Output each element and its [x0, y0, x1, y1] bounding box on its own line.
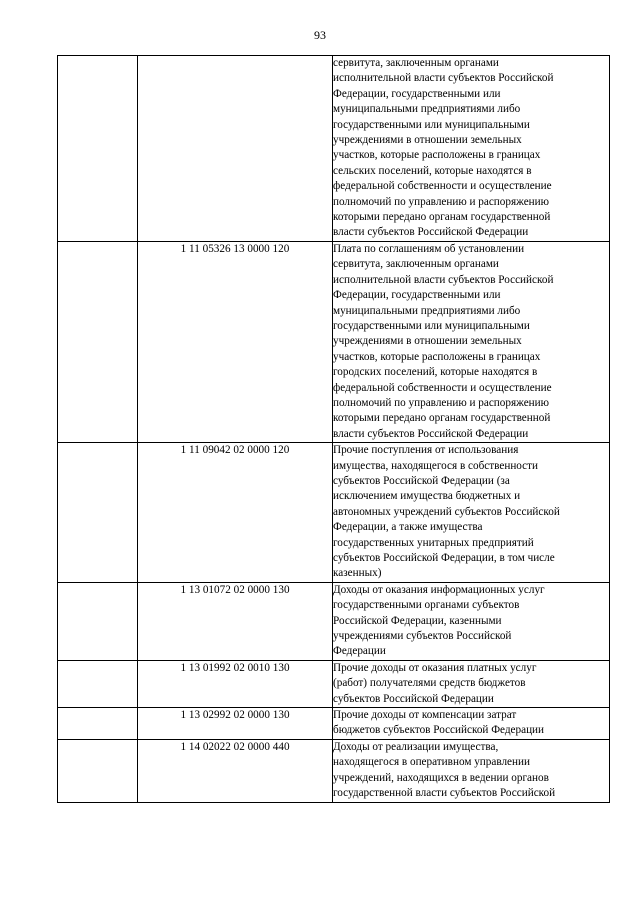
- table-row: [58, 582, 610, 660]
- revenue-description-cell: [333, 660, 610, 707]
- description-line: субъектов Российской Федерации: [333, 692, 494, 705]
- description-line: государственными органами субъектов: [333, 599, 520, 612]
- table-body: [58, 56, 610, 803]
- budget-code-cell: 1 13 01992 02 0010 130: [138, 660, 333, 707]
- revenue-description-cell: [333, 443, 610, 583]
- budget-code-cell: 1 11 05326 13 0000 120: [138, 241, 333, 442]
- description-line: участков, которые расположены в границах: [333, 149, 541, 162]
- revenue-description-cell: [333, 739, 610, 802]
- description-line: субъектов Российской Федерации (за: [333, 474, 510, 487]
- description-line: Российской Федерации, казенными: [333, 614, 502, 627]
- description-line: участков, которые расположены в границах: [333, 350, 541, 363]
- description-line: бюджетов субъектов Российской Федерации: [333, 724, 545, 737]
- admin-code-cell: [58, 660, 138, 707]
- admin-code-cell: [58, 708, 138, 740]
- description-line: городских поселений, которые находятся в: [333, 366, 538, 379]
- budget-code-cell: 1 13 01072 02 0000 130: [138, 582, 333, 660]
- description-line: субъектов Российской Федерации, в том числе: [333, 552, 555, 564]
- description-line: государственными или муниципальными: [333, 118, 530, 131]
- description-line: исполнительной власти субъектов Российской: [333, 273, 554, 286]
- page-number: 93: [314, 28, 326, 42]
- description-line: сервитута, заключенным органами: [333, 57, 499, 69]
- description-line: Прочие доходы от компенсации затрат: [333, 709, 517, 722]
- description-line: учреждениями в отношении земельных: [333, 335, 522, 348]
- description-line: (работ) получателями средств бюджетов: [333, 677, 526, 690]
- description-line: сервитута, заключенным органами: [333, 258, 499, 271]
- description-line: Федерации, государственными или: [333, 289, 501, 302]
- description-line: казенных): [333, 567, 382, 580]
- description-line: Доходы от оказания информационных услуг: [333, 583, 545, 596]
- description-line: автономных учреждений субъектов Российской: [333, 505, 560, 518]
- description-line: исключением имущества бюджетных и: [333, 490, 521, 503]
- budget-code-cell: 1 14 02022 02 0000 440: [138, 739, 333, 802]
- description-line: сельских поселений, которые находятся в: [333, 164, 532, 177]
- admin-code-cell: [58, 739, 138, 802]
- description-line: Федерации, государственными или: [333, 87, 501, 100]
- table-row: [58, 443, 610, 583]
- description-line: Федерации: [333, 645, 386, 658]
- description-line: Плата по соглашениям об установлении: [333, 242, 525, 255]
- description-line: которыми передано органам государственной: [333, 211, 551, 224]
- description-line: Федерации, а также имущества: [333, 521, 483, 534]
- budget-code-cell: [138, 56, 333, 242]
- admin-code-cell: [58, 443, 138, 583]
- description-line: муниципальными предприятиями либо: [333, 304, 521, 317]
- description-line: государственной власти субъектов Российской: [333, 787, 556, 800]
- description-line: Доходы от реализации имущества,: [333, 740, 499, 753]
- description-line: федеральной собственности и осуществление: [333, 381, 552, 394]
- table-row: [58, 739, 610, 802]
- description-line: Прочие доходы от оказания платных услуг: [333, 661, 537, 674]
- admin-code-cell: [58, 241, 138, 442]
- description-line: учреждениями в отношении земельных: [333, 134, 522, 147]
- table-row: [58, 660, 610, 707]
- budget-codes-table: [57, 55, 610, 803]
- description-line: учреждениями субъектов Российской: [333, 630, 512, 643]
- revenue-description-cell: [333, 582, 610, 660]
- description-line: имущества, находящегося в собственности: [333, 459, 539, 472]
- description-line: государственных унитарных предприятий: [333, 536, 534, 549]
- description-line: федеральной собственности и осуществление: [333, 180, 552, 193]
- table-row: [58, 56, 610, 242]
- admin-code-cell: [58, 582, 138, 660]
- table-row: [58, 708, 610, 740]
- admin-code-cell: [58, 56, 138, 242]
- description-line: власти субъектов Российской Федерации: [333, 226, 529, 239]
- description-line: находящегося в оперативном управлении: [333, 756, 530, 769]
- description-line: которыми передано органам государственной: [333, 412, 551, 425]
- description-line: полномочий по управлению и распоряжению: [333, 396, 550, 409]
- description-line: государственными или муниципальными: [333, 319, 530, 332]
- description-line: Прочие поступления от использования: [333, 444, 519, 457]
- description-line: власти субъектов Российской Федерации: [333, 427, 529, 440]
- budget-code-cell: 1 13 02992 02 0000 130: [138, 708, 333, 740]
- description-line: учреждений, находящихся в ведении органов: [333, 771, 549, 784]
- table-row: [58, 241, 610, 442]
- description-line: муниципальными предприятиями либо: [333, 103, 521, 116]
- revenue-description-cell: [333, 241, 610, 442]
- description-line: исполнительной власти субъектов Российской: [333, 72, 554, 85]
- budget-code-cell: 1 11 09042 02 0000 120: [138, 443, 333, 583]
- description-line: полномочий по управлению и распоряжению: [333, 195, 550, 208]
- revenue-description-cell: [333, 56, 610, 242]
- revenue-description-cell: [333, 708, 610, 740]
